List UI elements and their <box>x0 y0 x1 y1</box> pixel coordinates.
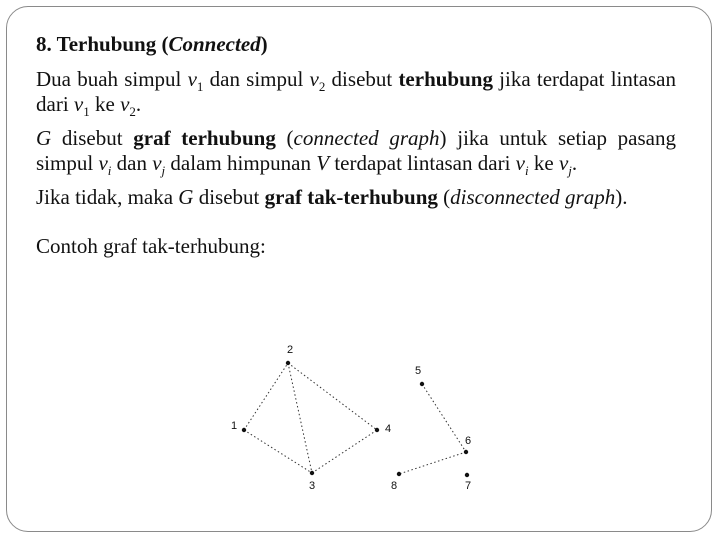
graph-vertex-5 <box>420 382 424 386</box>
definition-connected-vertices: Dua buah simpul $v_1$ dan simpul $v_2$ disebut terhubung jika terdapat lintasan dari $v_1$ ke $v_2$. <box>36 67 677 120</box>
graph-vertex-8 <box>397 472 401 476</box>
graph-vertex-4 <box>375 428 379 432</box>
graph-vertex-6 <box>464 450 468 454</box>
graph-vertex-label-8: 8 <box>390 480 398 492</box>
graph-vertex-label-5: 5 <box>414 365 422 377</box>
graph-edge-3-4 <box>312 430 377 473</box>
graph-vertex-label-7: 7 <box>464 480 472 492</box>
slide-content <box>36 32 676 268</box>
graph-edge-5-6 <box>422 384 466 452</box>
graph-edge-1-2 <box>244 363 288 430</box>
graph-vertex-label-1: 1 <box>230 420 238 432</box>
graph-edge-2-4 <box>288 363 377 430</box>
graph-vertex-label-2: 2 <box>286 344 294 356</box>
graph-vertex-label-4: 4 <box>384 423 392 435</box>
graph-vertex-2 <box>286 361 290 365</box>
graph-vertex-3 <box>310 471 314 475</box>
graph-edge-6-8 <box>399 452 466 474</box>
definition-disconnected-graph: Jika tidak, maka G disebut graf tak-terhubung (disconnected graph). <box>36 185 628 209</box>
graph-vertex-1 <box>242 428 246 432</box>
graph-edge-2-3 <box>288 363 312 473</box>
disconnected-graph-diagram <box>225 340 505 500</box>
graph-vertex-7 <box>465 473 469 477</box>
definition-connected-graph: G disebut graf terhubung (connected graph) jika untuk setiap pasang simpul $v_i$ dan $v_j$ dalam himpunan V terdapat lintasan dari $v_i$ ke $v_j$. <box>36 126 676 179</box>
graph-edge-1-3 <box>244 430 312 473</box>
section-heading: 8. Terhubung (Connected) <box>36 32 268 56</box>
graph-vertex-label-3: 3 <box>308 480 316 492</box>
example-label: Contoh graf tak-terhubung: <box>36 234 266 258</box>
graph-vertex-label-6: 6 <box>464 435 472 447</box>
